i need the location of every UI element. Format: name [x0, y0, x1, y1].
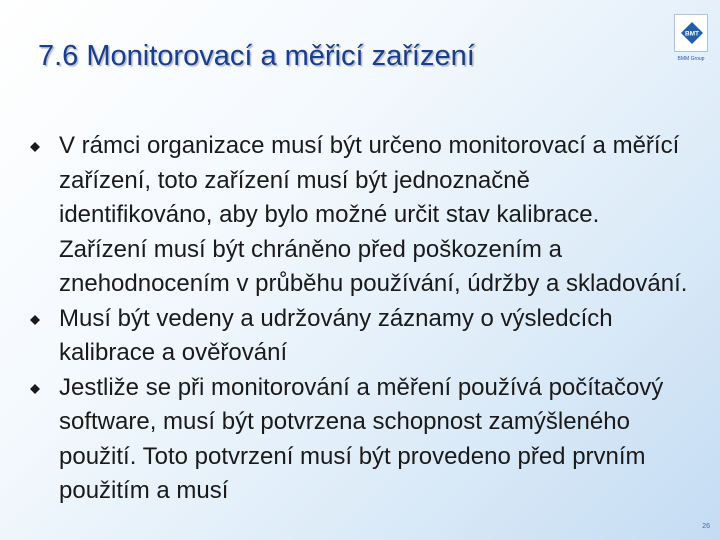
diamond-bullet-icon	[30, 384, 40, 394]
bullet-text: Jestliže se při monitorování a měření používá počítačový software, musí být potvrzena schopnost zamýšleného použití. Toto potvrzení musí být provedeno před prvním použitím a musí	[59, 373, 664, 504]
bullet-text: Musí být vedeny a udržovány záznamy o výsledcích kalibrace a ověřování	[59, 304, 613, 366]
logo-frame	[674, 14, 708, 52]
logo-caption: BMM Group	[677, 56, 705, 62]
bullet-text: V rámci organizace musí být určeno monitorovací a měřící zařízení, toto zařízení musí být jednoznačně identifikováno, aby bylo možné určit stav kalibrace. Zařízení musí být chráněno před poškozením a znehodnocením v průběhu používání, údržby a skladování.	[59, 132, 688, 297]
diamond-bullet-icon	[30, 142, 40, 152]
logo-diamond-icon	[681, 22, 703, 44]
page-number: 26	[702, 523, 710, 530]
company-logo	[674, 14, 708, 66]
diamond-bullet-icon	[30, 315, 40, 325]
bullet-list	[30, 129, 690, 509]
slide-title: 7.6 Monitorovací a měřicí zařízení	[38, 40, 475, 72]
bullet-item	[30, 129, 690, 302]
bullet-item	[30, 302, 690, 371]
logo-label: BMT	[684, 30, 700, 38]
bullet-item	[30, 371, 690, 509]
